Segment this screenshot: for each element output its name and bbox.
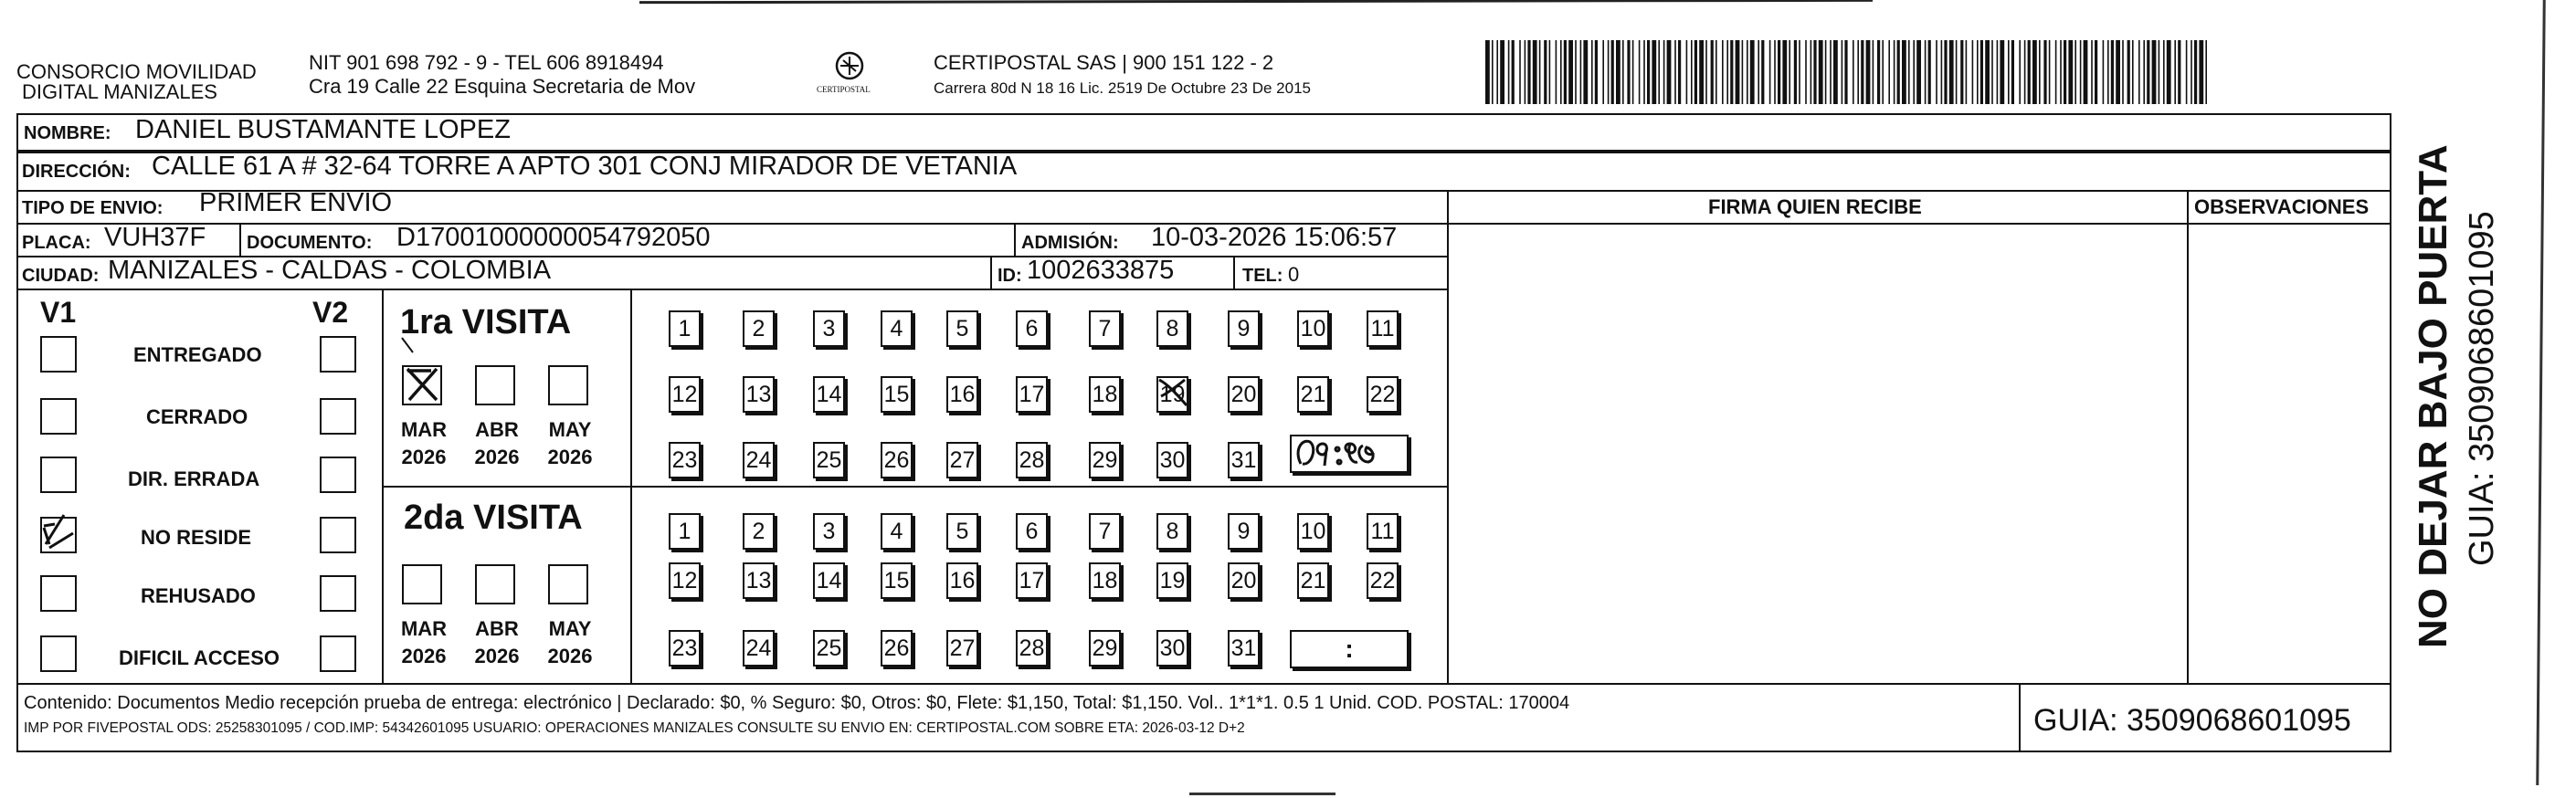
day-number: 6 [1025, 316, 1039, 341]
v1-checkbox-entregado[interactable] [40, 336, 77, 373]
handwritten-check-mark [37, 508, 82, 557]
first-visit-day-9[interactable] [1228, 310, 1260, 347]
second-visit-day-12[interactable] [669, 562, 701, 599]
day-number: 11 [1370, 316, 1395, 341]
day-number: 3 [822, 519, 836, 544]
documento-value: D17001000000054792050 [396, 223, 711, 252]
time-separator: : [1345, 635, 1354, 663]
first-visit-day-22[interactable] [1367, 376, 1399, 413]
day-number: 17 [1019, 568, 1045, 593]
tel-label: TEL: [1242, 266, 1283, 286]
day-number: 31 [1230, 447, 1257, 473]
month-label: MAR [400, 418, 448, 441]
month-label: MAY [548, 617, 592, 640]
day-number: 30 [1159, 447, 1186, 473]
second-visit-day-8[interactable] [1156, 513, 1188, 550]
direccion-value: CALLE 61 A # 32-64 TORRE A APTO 301 CONJ MIRADOR DE VETANIA [152, 152, 1018, 181]
year-label: 2026 [547, 446, 593, 468]
day-number: 22 [1369, 382, 1396, 407]
day-number: 25 [816, 447, 842, 473]
handwritten-time [1292, 436, 1407, 471]
divider [1014, 223, 1016, 256]
first-visit-month-may[interactable] [548, 365, 588, 405]
second-visit-day-27[interactable] [946, 630, 978, 667]
second-visit-day-3[interactable] [813, 513, 845, 550]
v1-header: V1 [40, 296, 77, 329]
tel-value: 0 [1288, 263, 1300, 286]
handwritten-day-mark [1156, 374, 1192, 411]
month-label: ABR [475, 617, 519, 640]
day-number: 24 [745, 447, 772, 473]
handwritten-tick [400, 336, 418, 356]
nombre-value: DANIEL BUSTAMANTE LOPEZ [135, 115, 511, 144]
second-visit-day-5[interactable] [946, 513, 978, 550]
second-visit-day-15[interactable] [881, 562, 913, 599]
month-label: MAR [400, 617, 448, 640]
day-number: 8 [1166, 316, 1179, 341]
day-number: 5 [955, 316, 969, 341]
company-address: Cra 19 Calle 22 Esquina Secretaria de Mov [309, 75, 696, 98]
second-visit-day-28[interactable] [1016, 630, 1048, 667]
first-visit-day-30[interactable] [1156, 442, 1188, 478]
day-number: 6 [1025, 519, 1039, 544]
second-visit-day-1[interactable] [669, 513, 701, 550]
logo-text: CERTIPOSTAL [817, 85, 871, 94]
certipostal-logo [813, 49, 886, 100]
second-visit-day-11[interactable] [1367, 513, 1399, 550]
first-visit-day-31[interactable] [1228, 442, 1260, 478]
day-number: 17 [1019, 382, 1045, 407]
scan-edge [639, 0, 1873, 4]
first-visit-day-17[interactable] [1016, 376, 1048, 413]
day-number: 14 [816, 382, 842, 407]
day-number: 1 [678, 519, 692, 544]
second-visit-day-25[interactable] [813, 630, 845, 667]
second-visit-day-23[interactable] [669, 630, 701, 667]
first-visit-day-14[interactable] [813, 376, 845, 413]
second-visit-day-14[interactable] [813, 562, 845, 599]
day-number: 9 [1237, 316, 1251, 341]
day-number: 1 [678, 316, 692, 341]
day-number: 20 [1230, 568, 1257, 593]
first-visit-time-box[interactable] [1290, 435, 1409, 473]
reason-label: DIR. ERRADA [128, 467, 260, 490]
day-number: 4 [890, 316, 903, 341]
second-visit-day-30[interactable] [1156, 630, 1188, 667]
day-number: 21 [1300, 382, 1326, 407]
scan-edge-right [2536, 0, 2546, 785]
v1-checkbox-dificil-acceso[interactable] [40, 635, 77, 672]
v2-checkbox-dificil-acceso[interactable] [320, 635, 356, 672]
tipo-envio-value: PRIMER ENVIO [199, 188, 393, 217]
second-visit-month-may[interactable] [548, 564, 588, 604]
first-visit-day-16[interactable] [946, 376, 978, 413]
day-number: 19 [1159, 382, 1186, 407]
second-visit-day-26[interactable] [881, 630, 913, 667]
second-visit-day-4[interactable] [881, 513, 913, 550]
divider [239, 223, 241, 256]
day-number: 18 [1092, 568, 1118, 593]
id-value: 1002633875 [1027, 256, 1175, 285]
day-number: 12 [671, 382, 698, 407]
day-number: 15 [883, 568, 910, 593]
day-number: 23 [671, 635, 698, 661]
first-visit-day-25[interactable] [813, 442, 845, 478]
day-number: 22 [1369, 568, 1396, 593]
first-visit-day-18[interactable] [1089, 376, 1121, 413]
v2-header: V2 [312, 296, 349, 329]
placa-label: PLACA: [22, 233, 91, 253]
side-guia: GUIA: 3509068601095 [2463, 211, 2501, 566]
day-number: 26 [883, 635, 910, 661]
day-number: 18 [1092, 382, 1118, 407]
documento-label: DOCUMENTO: [247, 233, 373, 253]
divider [2187, 190, 2189, 683]
v2-checkbox-no-reside[interactable] [320, 517, 356, 553]
carrier-line: CERTIPOSTAL SAS | 900 151 122 - 2 [934, 51, 1274, 74]
ciudad-value: MANIZALES - CALDAS - COLOMBIA [108, 256, 552, 285]
second-visit-day-2[interactable] [743, 513, 775, 550]
divider [1447, 190, 1449, 683]
second-visit-day-18[interactable] [1089, 562, 1121, 599]
first-visit-day-7[interactable] [1089, 310, 1121, 347]
second-visit-time-box[interactable] [1290, 630, 1409, 668]
day-number: 7 [1098, 316, 1112, 341]
handwritten-x-mark [402, 363, 446, 407]
carrier-address: Carrera 80d N 18 16 Lic. 2519 De Octubre 23 De 2015 [934, 79, 1311, 97]
day-number: 14 [816, 568, 842, 593]
reason-label: DIFICIL ACCESO [119, 646, 280, 669]
day-number: 11 [1370, 519, 1395, 544]
first-visit-day-29[interactable] [1089, 442, 1121, 478]
day-number: 9 [1237, 519, 1251, 544]
year-label: 2026 [474, 446, 520, 468]
day-number: 29 [1092, 447, 1118, 473]
first-visit-day-3[interactable] [813, 310, 845, 347]
year-label: 2026 [547, 645, 593, 667]
day-number: 27 [949, 447, 976, 473]
day-number: 13 [745, 382, 772, 407]
second-visit-day-9[interactable] [1228, 513, 1260, 550]
day-number: 12 [671, 568, 698, 593]
first-visit-day-27[interactable] [946, 442, 978, 478]
admision-value: 10-03-2026 15:06:57 [1151, 223, 1398, 252]
second-visit-month-abr[interactable] [475, 564, 515, 604]
tipo-envio-label: TIPO DE ENVIO: [22, 198, 164, 218]
day-number: 8 [1166, 519, 1179, 544]
day-number: 24 [745, 635, 772, 661]
nombre-label: NOMBRE: [24, 123, 111, 143]
company-name-line2: DIGITAL MANIZALES [22, 80, 217, 103]
v1-checkbox-dir-errada[interactable] [40, 457, 77, 493]
month-label: MAY [548, 418, 592, 441]
first-visit-day-20[interactable] [1228, 376, 1260, 413]
first-visit-day-26[interactable] [881, 442, 913, 478]
first-visit-day-6[interactable] [1016, 310, 1048, 347]
day-number: 2 [752, 316, 765, 341]
first-visit-title: 1ra VISITA [400, 303, 572, 341]
second-visit-day-31[interactable] [1228, 630, 1260, 667]
second-visit-day-16[interactable] [946, 562, 978, 599]
second-visit-day-29[interactable] [1089, 630, 1121, 667]
contenido-line: Contenido: Documentos Medio recepción prueba de entrega: electrónico | Declarado: $0, % Seguro: $0, Otros: $0, Flete: $1,150, Total: $1,150. Vol.. 1*1*1. 0.5 1 Unid. COD. POSTAL: 170004 [24, 693, 1570, 713]
first-visit-day-2[interactable] [743, 310, 775, 347]
day-number: 10 [1300, 519, 1326, 544]
v2-checkbox-cerrado[interactable] [320, 398, 356, 435]
firma-label: FIRMA QUIEN RECIBE [1708, 195, 1922, 218]
company-name-line1: CONSORCIO MOVILIDAD [16, 60, 257, 83]
first-visit-day-1[interactable] [669, 310, 701, 347]
day-number: 5 [955, 519, 969, 544]
day-number: 21 [1300, 568, 1326, 593]
day-number: 16 [949, 382, 976, 407]
day-number: 27 [949, 635, 976, 661]
second-visit-day-17[interactable] [1016, 562, 1048, 599]
placa-value: VUH37F [104, 223, 206, 252]
day-number: 3 [822, 316, 836, 341]
divider [16, 683, 2391, 685]
day-number: 28 [1019, 635, 1045, 661]
first-visit-month-abr[interactable] [475, 365, 515, 405]
year-label: 2026 [474, 645, 520, 667]
first-visit-day-15[interactable] [881, 376, 913, 413]
first-visit-day-4[interactable] [881, 310, 913, 347]
divider [16, 289, 1447, 290]
guia-box-text: GUIA: 3509068601095 [2033, 703, 2351, 738]
first-visit-day-28[interactable] [1016, 442, 1048, 478]
day-number: 29 [1092, 635, 1118, 661]
day-number: 13 [745, 568, 772, 593]
day-number: 25 [816, 635, 842, 661]
no-dejar-bajo-puerta: NO DEJAR BAJO PUERTA [2411, 144, 2455, 648]
day-number: 7 [1098, 519, 1112, 544]
second-visit-day-6[interactable] [1016, 513, 1048, 550]
day-number: 10 [1300, 316, 1326, 341]
divider [1233, 256, 1235, 289]
divider [2019, 683, 2021, 751]
first-visit-day-5[interactable] [946, 310, 978, 347]
v2-checkbox-rehusado[interactable] [320, 575, 356, 612]
first-visit-day-11[interactable] [1367, 310, 1399, 347]
year-label: 2026 [401, 446, 447, 468]
day-number: 31 [1230, 635, 1257, 661]
reason-label: ENTREGADO [133, 343, 262, 366]
imp-line: IMP POR FIVEPOSTAL ODS: 25258301095 / COD.IMP: 54342601095 USUARIO: OPERACIONES MANIZALES CONSULTE SU ENVIO EN: CERTIPOSTAL.COM SOBRE ETA: 2026-03-12 D+2 [24, 720, 1245, 736]
ciudad-label: CIUDAD: [22, 266, 100, 286]
day-number: 4 [890, 519, 903, 544]
admision-label: ADMISIÓN: [1021, 233, 1119, 253]
second-visit-month-mar[interactable] [402, 564, 442, 604]
day-number: 2 [752, 519, 765, 544]
second-visit-day-24[interactable] [743, 630, 775, 667]
divider [382, 486, 1447, 488]
v1-checkbox-rehusado[interactable] [40, 575, 77, 612]
second-visit-day-21[interactable] [1297, 562, 1329, 599]
day-number: 16 [949, 568, 976, 593]
second-visit-day-7[interactable] [1089, 513, 1121, 550]
v2-checkbox-entregado[interactable] [320, 336, 356, 373]
reason-label: REHUSADO [141, 584, 256, 607]
second-visit-day-20[interactable] [1228, 562, 1260, 599]
direccion-label: DIRECCIÓN: [22, 162, 131, 182]
scan-artifact [1189, 793, 1336, 795]
second-visit-day-19[interactable] [1156, 562, 1188, 599]
v1-checkbox-cerrado[interactable] [40, 398, 77, 435]
first-visit-day-19[interactable] [1156, 376, 1188, 413]
year-label: 2026 [401, 645, 447, 667]
barcode [1485, 40, 2216, 104]
day-number: 30 [1159, 635, 1186, 661]
first-visit-day-8[interactable] [1156, 310, 1188, 347]
day-number: 23 [671, 447, 698, 473]
second-visit-day-10[interactable] [1297, 513, 1329, 550]
second-visit-day-22[interactable] [1367, 562, 1399, 599]
id-label: ID: [998, 266, 1022, 286]
nit-line: NIT 901 698 792 - 9 - TEL 606 8918494 [309, 51, 664, 74]
day-number: 20 [1230, 382, 1257, 407]
first-visit-day-12[interactable] [669, 376, 701, 413]
month-label: ABR [475, 418, 519, 441]
reason-label: NO RESIDE [141, 526, 252, 549]
divider [1447, 223, 2391, 225]
second-visit-day-13[interactable] [743, 562, 775, 599]
first-visit-day-13[interactable] [743, 376, 775, 413]
day-number: 15 [883, 382, 910, 407]
divider [990, 256, 992, 289]
second-visit-title: 2da VISITA [404, 499, 583, 537]
reason-label: CERRADO [146, 405, 248, 428]
day-number: 26 [883, 447, 910, 473]
day-number: 28 [1019, 447, 1045, 473]
first-visit-day-21[interactable] [1297, 376, 1329, 413]
day-number: 19 [1159, 568, 1186, 593]
observaciones-label: OBSERVACIONES [2194, 195, 2370, 218]
v2-checkbox-dir-errada[interactable] [320, 457, 356, 493]
first-visit-day-24[interactable] [743, 442, 775, 478]
first-visit-day-10[interactable] [1297, 310, 1329, 347]
first-visit-day-23[interactable] [669, 442, 701, 478]
